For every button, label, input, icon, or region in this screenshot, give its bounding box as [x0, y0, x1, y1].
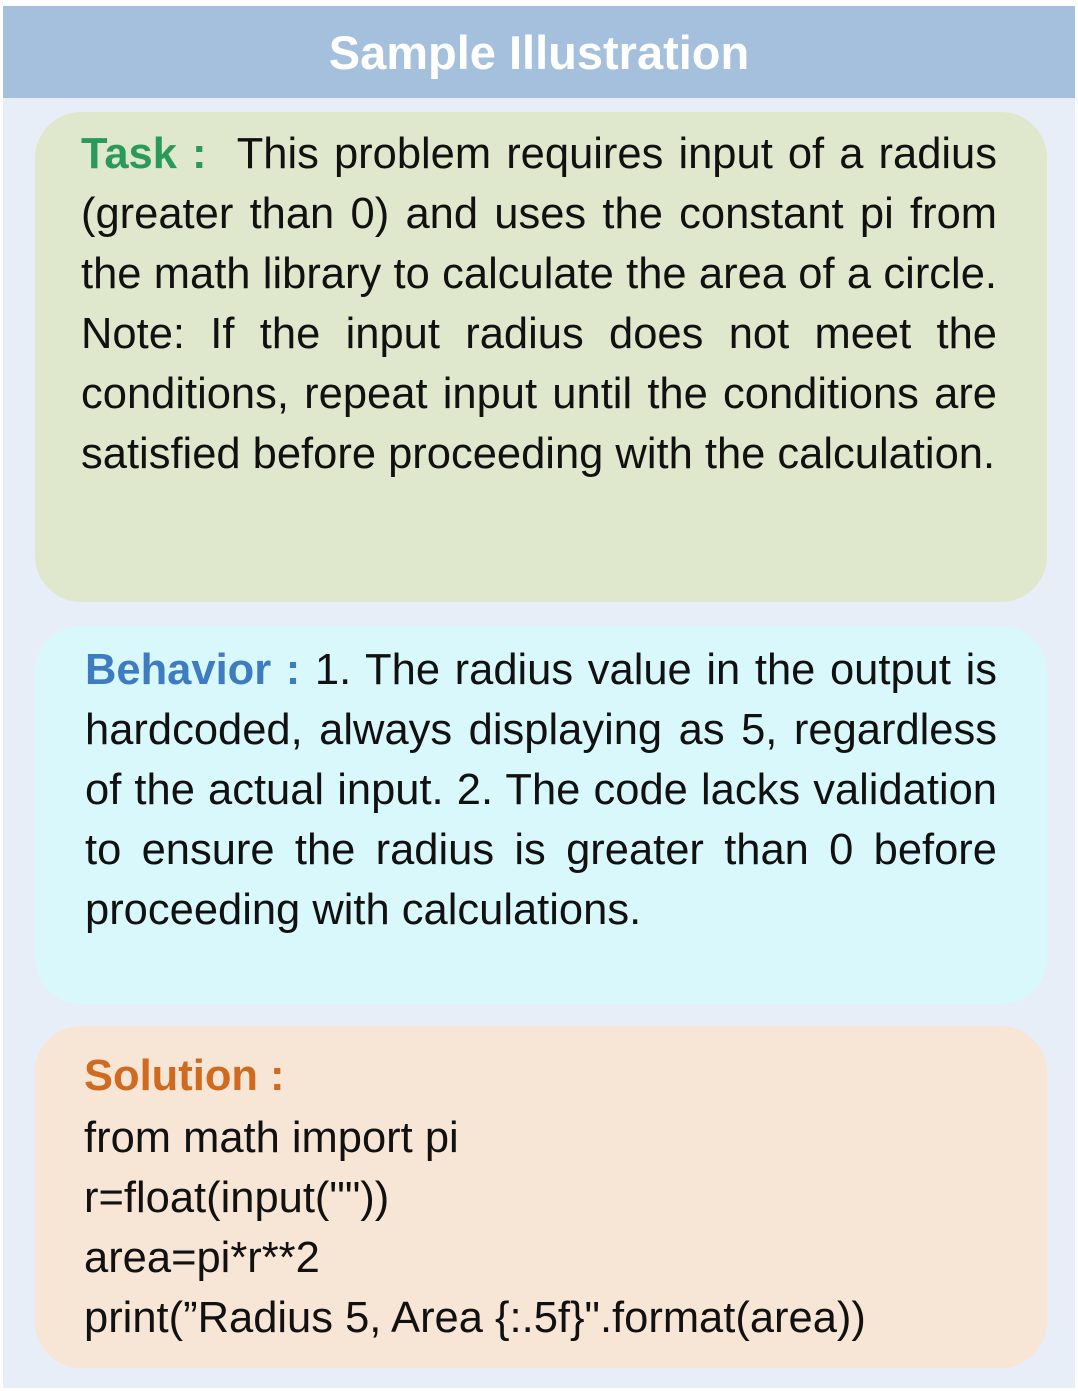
- behavior-label: Behavior :: [85, 646, 301, 694]
- task-label: Task :: [81, 130, 207, 178]
- task-card: [35, 112, 1047, 602]
- code-line: print(”Radius 5, Area {:.5f}".format(area)): [84, 1294, 866, 1342]
- code-line: from math import pi: [84, 1114, 459, 1162]
- behavior-card: [35, 626, 1047, 1004]
- solution-card: [35, 1026, 1047, 1368]
- solution-label: Solution :: [84, 1052, 285, 1100]
- task-text: This problem requires input of a radius (greater than 0) and uses the constant pi from the math library to calculate the area of a circle. Note: If the input radius does not meet the conditions, repeat input until the conditions are satisfied before proceeding with the calculation.: [81, 130, 997, 478]
- code-line: area=pi*r**2: [84, 1234, 320, 1282]
- panel-title: Sample Illustration: [3, 6, 1075, 98]
- behavior-text: 1. The radius value in the output is hardcoded, always displaying as 5, regardless of the actual input. 2. The code lacks validation to ensure the radius is greater than 0 before proceeding with calculations.: [85, 646, 997, 934]
- sample-illustration-panel: [3, 6, 1075, 1388]
- code-line: r=float(input("")): [84, 1174, 390, 1222]
